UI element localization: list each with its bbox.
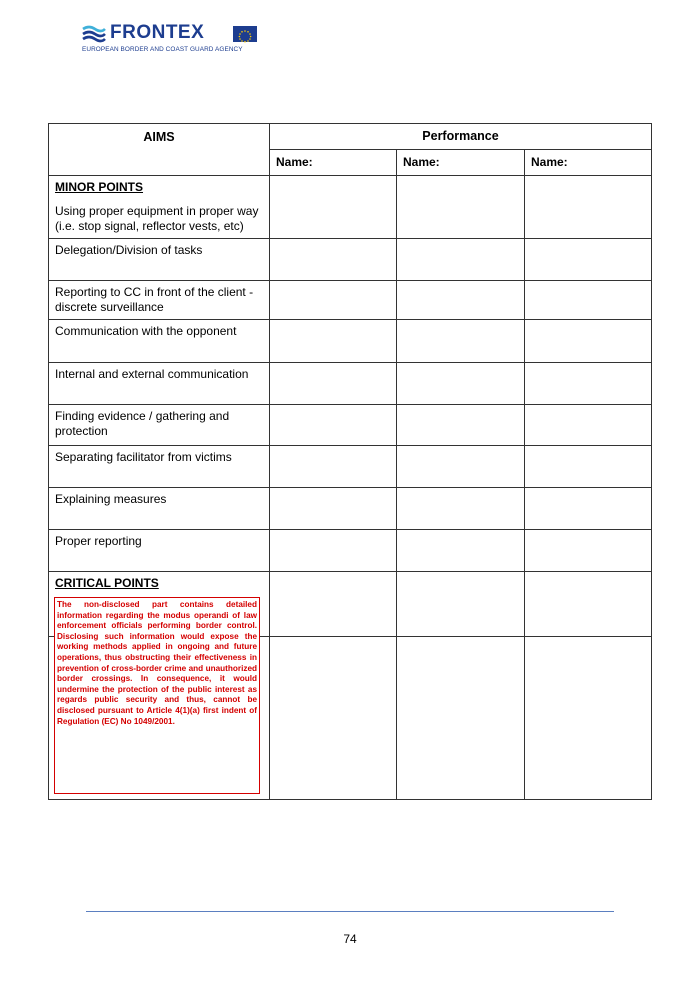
score-cell[interactable] bbox=[397, 176, 525, 239]
aim-text: Reporting to CC in front of the client - discrete surveillance bbox=[55, 285, 254, 314]
page-number: 74 bbox=[343, 932, 357, 946]
aim-text: Communication with the opponent bbox=[55, 324, 237, 338]
table-row bbox=[49, 530, 652, 572]
frontex-logo bbox=[82, 22, 262, 58]
score-cell[interactable] bbox=[397, 281, 525, 320]
logo-subtitle: EUROPEAN BORDER AND COAST GUARD AGENCY bbox=[82, 46, 243, 53]
score-cell[interactable] bbox=[270, 363, 397, 405]
redaction-text: The non-disclosed part contains detailed information regarding the modus operandi of law enforcement officials performing border control. Disclosing such information would expose the working methods applied in ongoing and future operations, thus obstructing their effectiveness in prevention of cross-border crime and unauthorized border crossings. In consequence, it would undermine the protection of the public interest as regards public security and thus, cannot be disclosed pursuant to Article 4(1)(a) first indent of Regulation (EC) No 1049/2001. bbox=[57, 600, 257, 726]
score-cell[interactable] bbox=[525, 239, 652, 281]
score-cell[interactable] bbox=[270, 530, 397, 572]
eu-flag-icon bbox=[233, 26, 257, 42]
score-cell[interactable] bbox=[525, 572, 652, 637]
aim-text: Using proper equipment in proper way (i.e. stop signal, reflector vests, etc) bbox=[55, 204, 259, 233]
score-cell[interactable] bbox=[525, 176, 652, 239]
frontex-wave-icon bbox=[82, 24, 106, 44]
score-cell[interactable] bbox=[525, 488, 652, 530]
score-cell[interactable] bbox=[270, 488, 397, 530]
score-cell[interactable] bbox=[270, 176, 397, 239]
score-cell[interactable] bbox=[397, 239, 525, 281]
score-cell[interactable] bbox=[397, 572, 525, 637]
table-row bbox=[49, 320, 652, 363]
score-cell[interactable] bbox=[270, 281, 397, 320]
performance-header: Performance bbox=[270, 124, 652, 150]
score-cell[interactable] bbox=[525, 446, 652, 488]
score-cell[interactable] bbox=[270, 637, 397, 800]
score-cell[interactable] bbox=[270, 446, 397, 488]
aim-text: Separating facilitator from victims bbox=[55, 450, 232, 464]
score-cell[interactable] bbox=[397, 405, 525, 446]
name-label-3: Name: bbox=[525, 150, 652, 176]
aim-cell bbox=[49, 239, 270, 281]
score-cell[interactable] bbox=[397, 446, 525, 488]
name-label-1: Name: bbox=[270, 150, 397, 176]
table-row bbox=[49, 405, 652, 446]
table-row bbox=[49, 176, 652, 239]
aim-cell bbox=[49, 320, 270, 363]
section-title-critical: CRITICAL POINTS bbox=[55, 576, 159, 590]
table-header-row bbox=[49, 124, 652, 150]
table-row bbox=[49, 239, 652, 281]
aim-cell bbox=[49, 405, 270, 446]
score-cell[interactable] bbox=[270, 572, 397, 637]
score-cell[interactable] bbox=[525, 320, 652, 363]
logo-wordmark: FRONTEX bbox=[110, 22, 205, 43]
footer-divider bbox=[86, 911, 614, 912]
aim-text: Proper reporting bbox=[55, 534, 142, 548]
aim-text: Delegation/Division of tasks bbox=[55, 243, 203, 257]
aim-cell bbox=[49, 446, 270, 488]
table-row bbox=[49, 363, 652, 405]
aim-cell bbox=[49, 281, 270, 320]
aim-cell bbox=[49, 363, 270, 405]
score-cell[interactable] bbox=[525, 281, 652, 320]
score-cell[interactable] bbox=[397, 320, 525, 363]
aim-cell bbox=[49, 176, 270, 239]
score-cell[interactable] bbox=[525, 363, 652, 405]
score-cell[interactable] bbox=[270, 239, 397, 281]
aim-text: Finding evidence / gathering and protection bbox=[55, 409, 230, 438]
aim-cell bbox=[49, 530, 270, 572]
score-cell[interactable] bbox=[525, 405, 652, 446]
score-cell[interactable] bbox=[397, 363, 525, 405]
score-cell[interactable] bbox=[397, 637, 525, 800]
score-cell[interactable] bbox=[397, 488, 525, 530]
score-cell[interactable] bbox=[525, 637, 652, 800]
score-cell[interactable] bbox=[397, 530, 525, 572]
name-label-2: Name: bbox=[397, 150, 525, 176]
section-title-minor: MINOR POINTS bbox=[55, 180, 144, 194]
aim-cell bbox=[49, 488, 270, 530]
table-row bbox=[49, 281, 652, 320]
score-cell[interactable] bbox=[270, 320, 397, 363]
score-cell[interactable] bbox=[270, 405, 397, 446]
aims-header: AIMS bbox=[49, 124, 270, 176]
redaction-notice bbox=[54, 597, 260, 794]
aim-text: Explaining measures bbox=[55, 492, 167, 506]
score-cell[interactable] bbox=[525, 530, 652, 572]
table-row bbox=[49, 488, 652, 530]
aim-text: Internal and external communication bbox=[55, 367, 249, 381]
table-row bbox=[49, 446, 652, 488]
